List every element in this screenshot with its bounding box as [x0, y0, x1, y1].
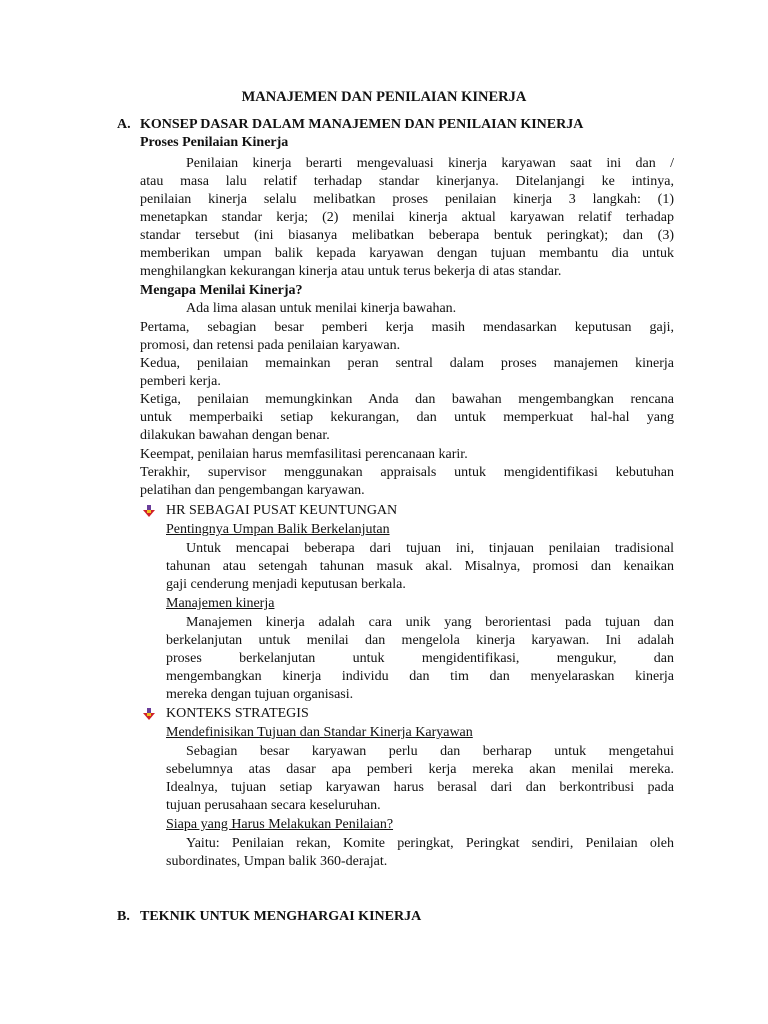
reason-line: Terakhir, supervisor menggunakan appraisals untuk mengidentifikasi kebutuhan — [140, 465, 674, 480]
section-a-heading: KONSEP DASAR DALAM MANAJEMEN DAN PENILAIAN KINERJA — [140, 117, 584, 132]
para-line: mereka dengan tujuan organisasi. — [166, 687, 354, 702]
subheading-mendefinisikan: Mendefinisikan Tujuan dan Standar Kinerja Karyawan — [166, 725, 473, 740]
reason-line: untuk memperbaiki setiap kekurangan, dan untuk memperkuat hal-hal yang — [140, 410, 674, 425]
para-line: proses berkelanjutan untuk mengidentifikasi, mengukur, dan — [166, 651, 674, 666]
para-line: Sebagian besar karyawan perlu dan berharap untuk mengetahui — [186, 744, 674, 759]
subheading-proses: Proses Penilaian Kinerja — [140, 135, 289, 150]
para1-line: menetapkan standar kerja; (2) menilai kinerja aktual karyawan relatif terhadap — [140, 210, 674, 225]
bullet-arrow-icon — [143, 505, 155, 517]
section-a-label: A. — [117, 117, 131, 132]
para1-line: memberikan umpan balik kepada karyawan dengan tujuan membantu dia untuk — [140, 246, 674, 261]
reason-line: Keempat, penilaian harus memfasilitasi perencanaan karir. — [140, 447, 468, 462]
para1-line: menghilangkan kekurangan kinerja atau untuk terus bekerja di atas standar. — [140, 264, 562, 279]
para-line: berkelanjutan untuk menilai dan mengelola kinerja karyawan. Ini adalah — [166, 633, 674, 648]
bullet-heading-konteks: KONTEKS STRATEGIS — [166, 706, 309, 721]
para-line: tahunan atau setengah tahunan masuk akal. Misalnya, promosi dan kenaikan — [166, 559, 674, 574]
para-line: Idealnya, tujuan setiap karyawan harus berasal dari dan berkontribusi pada — [166, 780, 674, 795]
bullet-heading-hr: HR SEBAGAI PUSAT KEUNTUNGAN — [166, 503, 398, 518]
para-line: tujuan perusahaan secara keseluruhan. — [166, 798, 381, 813]
reasons-intro: Ada lima alasan untuk menilai kinerja bawahan. — [186, 301, 457, 316]
reason-line: Pertama, sebagian besar pemberi kerja masih mendasarkan keputusan gaji, — [140, 320, 674, 335]
para-line: sebelumnya atas dasar apa pemberi kerja mereka akan menilai mereka. — [166, 762, 674, 777]
section-b-heading: TEKNIK UNTUK MENGHARGAI KINERJA — [140, 909, 422, 924]
para-line: mengembangkan kinerja individu dan tim dan menyelaraskan kinerja — [166, 669, 674, 684]
para1-line: Penilaian kinerja berarti mengevaluasi kinerja karyawan saat ini dan / — [186, 156, 674, 171]
para-line: Manajemen kinerja adalah cara unik yang berorientasi pada tujuan dan — [186, 615, 674, 630]
reason-line: Ketiga, penilaian memungkinkan Anda dan bawahan mengembangkan rencana — [140, 392, 674, 407]
para-line: Untuk mencapai beberapa dari tujuan ini, tinjauan penilaian tradisional — [186, 541, 674, 556]
para-line: subordinates, Umpan balik 360-derajat. — [166, 854, 388, 869]
reason-line: promosi, dan retensi pada penilaian karyawan. — [140, 338, 401, 353]
reason-line: Kedua, penilaian memainkan peran sentral dalam proses manajemen kinerja — [140, 356, 674, 371]
reason-line: dilakukan bawahan dengan benar. — [140, 428, 330, 443]
subheading-manajemen-kinerja: Manajemen kinerja — [166, 596, 275, 611]
document-title: MANAJEMEN DAN PENILAIAN KINERJA — [241, 89, 527, 105]
para1-line: atau masa lalu relatif terhadap standar kinerjanya. Ditelanjangi ke intinya, — [140, 174, 674, 189]
bullet-arrow-icon — [143, 708, 155, 720]
subheading-mengapa: Mengapa Menilai Kinerja? — [140, 283, 303, 298]
subheading-umpan-balik: Pentingnya Umpan Balik Berkelanjutan — [166, 522, 390, 537]
subheading-siapa: Siapa yang Harus Melakukan Penilaian? — [166, 817, 394, 832]
section-b-label: B. — [117, 909, 130, 924]
para1-line: standar tersebut (ini biasanya melibatkan beberapa bentuk peringkat); dan (3) — [140, 228, 674, 243]
reason-line: pemberi kerja. — [140, 374, 221, 389]
para-line: gaji cenderung menjadi keputusan berkala. — [166, 577, 406, 592]
reason-line: pelatihan dan pengembangan karyawan. — [140, 483, 365, 498]
para1-line: penilaian kinerja selalu melibatkan proses penilaian kinerja 3 langkah: (1) — [140, 192, 674, 207]
para-line: Yaitu: Penilaian rekan, Komite peringkat, Peringkat sendiri, Penilaian oleh — [186, 836, 674, 851]
